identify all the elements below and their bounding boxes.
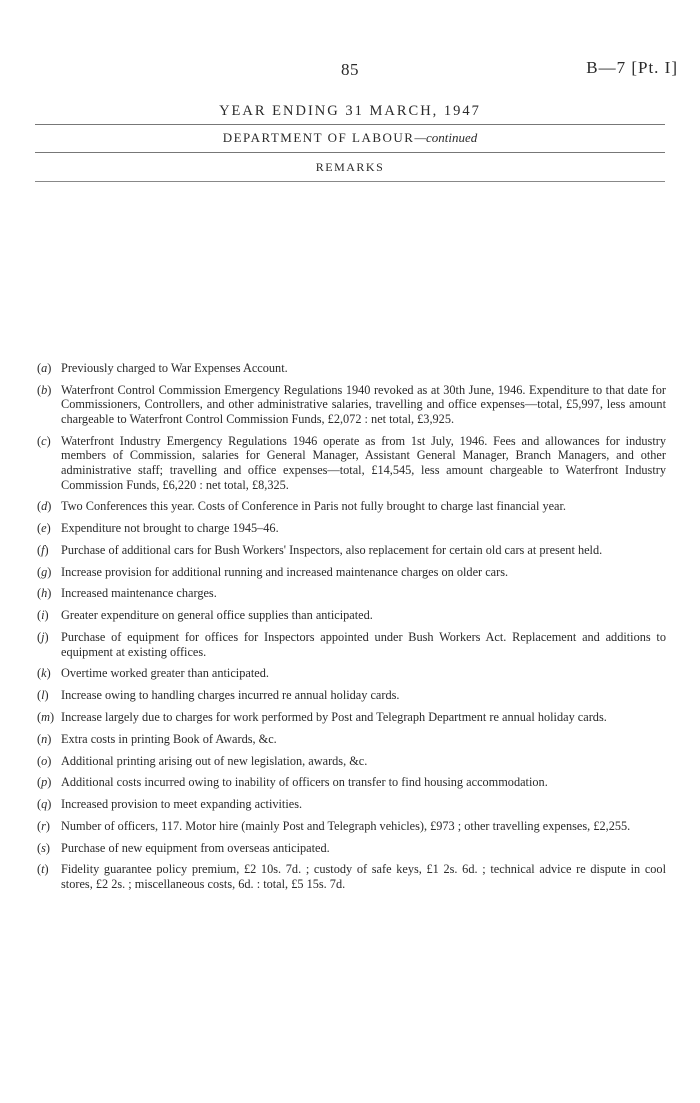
remark-marker: (t) bbox=[37, 862, 49, 877]
remark-text: Purchase of equipment for offices for Inspectors appointed under Bush Workers Act. Replacement and additions to equipment at existing offices. bbox=[61, 630, 666, 659]
remark-marker: (p) bbox=[37, 775, 52, 790]
remark-marker: (d) bbox=[37, 499, 52, 514]
remark-marker: (e) bbox=[37, 521, 51, 536]
remark-marker: (m) bbox=[37, 709, 55, 724]
remark-item bbox=[37, 710, 666, 725]
remark-text: Waterfront Industry Emergency Regulations 1946 operate as from 1st July, 1946. Fees and allowances for industry members of Commission, salaries for General Manager, Assistant General Manager, Branch Managers, and other administrative staff; travelling and office expenses—total, £14,545, less amount chargeable to Waterfront Industry Commission Funds, £6,220 : net total, £8,325. bbox=[61, 433, 666, 492]
remarks-list bbox=[37, 361, 666, 899]
remark-marker: (l) bbox=[37, 688, 49, 703]
remark-item bbox=[37, 862, 666, 891]
remark-item bbox=[37, 841, 666, 856]
remark-text: Two Conferences this year. Costs of Conference in Paris not fully brought to charge last financial year. bbox=[61, 499, 567, 514]
remark-marker: (f) bbox=[37, 542, 49, 557]
year-heading: YEAR ENDING 31 MARCH, 1947 bbox=[219, 103, 481, 119]
remark-text: Additional printing arising out of new legislation, awards, &c. bbox=[61, 753, 368, 768]
remark-item bbox=[37, 565, 666, 580]
remark-item bbox=[37, 688, 666, 703]
remark-item bbox=[37, 383, 666, 427]
divider-top bbox=[35, 124, 665, 125]
remark-text: Increased provision to meet expanding activities. bbox=[61, 797, 303, 812]
remark-item bbox=[37, 361, 666, 376]
remark-marker: (s) bbox=[37, 840, 51, 855]
remark-text: Increase provision for additional running and increased maintenance charges on older cars. bbox=[61, 564, 509, 579]
remark-text: Previously charged to War Expenses Account. bbox=[61, 361, 288, 375]
remark-text: Increase largely due to charges for work performed by Post and Telegraph Department re annual holiday cards. bbox=[61, 709, 607, 724]
remark-marker: (q) bbox=[37, 797, 52, 812]
remark-item bbox=[37, 630, 666, 659]
department-heading bbox=[0, 130, 700, 146]
remark-text: Expenditure not brought to charge 1945–46. bbox=[61, 521, 279, 536]
divider-bottom bbox=[35, 181, 665, 182]
remark-text: Purchase of new equipment from overseas anticipated. bbox=[61, 840, 330, 855]
remark-item bbox=[37, 754, 666, 769]
remark-text: Waterfront Control Commission Emergency Regulations 1940 revoked as at 30th June, 1946. Expenditure to that date for Commissioners, Controllers, and other administrative salaries, travelling and office expenses—total, £5,997, less amount chargeable to Waterfront Control Commission Funds, £2,072 : net total, £3,925. bbox=[61, 382, 666, 426]
remark-text: Purchase of additional cars for Bush Workers' Inspectors, also replacement for certain old cars at present held. bbox=[61, 542, 603, 557]
remark-text: Additional costs incurred owing to inability of officers on transfer to find housing accommodation. bbox=[61, 775, 548, 790]
department-name: DEPARTMENT OF LABOUR bbox=[222, 130, 415, 145]
remark-item bbox=[37, 732, 666, 747]
remark-item bbox=[37, 819, 666, 834]
remark-text: Increase owing to handling charges incurred re annual holiday cards. bbox=[61, 688, 400, 703]
remark-marker: (c) bbox=[37, 433, 51, 448]
remark-marker: (g) bbox=[37, 564, 52, 579]
remark-item bbox=[37, 586, 666, 601]
remark-marker: (a) bbox=[37, 361, 52, 375]
remark-item bbox=[37, 499, 666, 514]
divider-middle bbox=[35, 152, 665, 153]
remark-marker: (r) bbox=[37, 818, 51, 833]
remark-text: Increased maintenance charges. bbox=[61, 586, 217, 601]
remark-marker: (o) bbox=[37, 753, 52, 768]
remark-text: Fidelity guarantee policy premium, £2 10s. 7d. ; custody of safe keys, £1 2s. 6d. ; technical advice re dispute in cool stores, £2 2s. ; miscellaneous costs, 6d. : total, £5 15s. 7d. bbox=[61, 862, 666, 891]
remark-item bbox=[37, 608, 666, 623]
remark-text: Extra costs in printing Book of Awards, &c. bbox=[61, 731, 277, 746]
remark-item bbox=[37, 666, 666, 681]
remark-marker: (h) bbox=[37, 586, 52, 601]
remark-marker: (i) bbox=[37, 608, 49, 623]
remark-marker: (n) bbox=[37, 731, 52, 746]
remark-text: Overtime worked greater than anticipated. bbox=[61, 666, 269, 681]
section-heading: REMARKS bbox=[315, 160, 385, 174]
remark-item bbox=[37, 775, 666, 790]
remark-item bbox=[37, 543, 666, 558]
remark-item bbox=[37, 797, 666, 812]
page-reference: B—7 [Pt. I] bbox=[586, 58, 678, 77]
remark-text: Greater expenditure on general office supplies than anticipated. bbox=[61, 608, 373, 623]
remark-marker: (b) bbox=[37, 382, 52, 397]
page-number: 85 bbox=[341, 60, 359, 79]
remark-item bbox=[37, 521, 666, 536]
remark-text: Number of officers, 117. Motor hire (mainly Post and Telegraph vehicles), £973 ; other travelling expenses, £2,255. bbox=[61, 818, 631, 833]
remark-marker: (j) bbox=[37, 630, 49, 644]
department-continued: —continued bbox=[414, 130, 478, 145]
remark-marker: (k) bbox=[37, 666, 51, 681]
remark-item bbox=[37, 434, 666, 492]
